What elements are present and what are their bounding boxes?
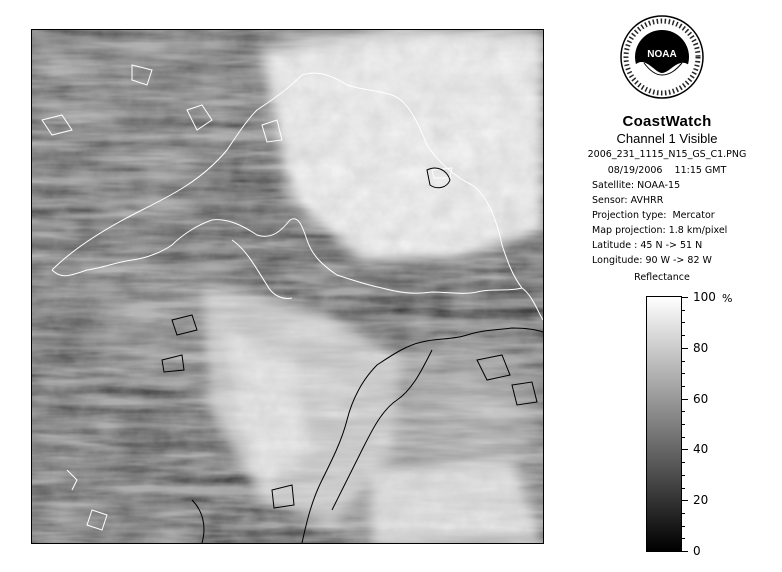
colorbar-tick-label: 0 — [693, 544, 701, 558]
colorbar-tick-label: 20 — [693, 493, 709, 508]
latitude-range: Latitude : 45 N -> 51 N — [592, 240, 703, 251]
satellite-label: Satellite: NOAA-15 — [592, 180, 681, 191]
colorbar-tick-mark — [681, 551, 688, 552]
longitude-range: Longitude: 90 W -> 82 W — [592, 255, 712, 266]
noaa-emblem-icon — [620, 15, 704, 99]
map-projection: Map projection: 1.8 km/pixel — [592, 225, 728, 236]
colorbar-tick-mark — [681, 297, 688, 298]
colorbar-unit: % — [722, 292, 733, 305]
colorbar-ticks — [681, 290, 741, 558]
colorbar-minor-tick — [681, 488, 685, 489]
colorbar-tick-mark — [681, 399, 688, 400]
colorbar-minor-tick — [681, 386, 685, 387]
colorbar-minor-tick — [681, 411, 685, 412]
projection-type: Projection type: Mercator — [592, 210, 715, 221]
colorbar-minor-tick — [681, 373, 685, 374]
satellite-image — [31, 29, 544, 544]
colorbar-minor-tick — [681, 322, 685, 323]
colorbar-tick-label: 40 — [693, 442, 709, 457]
colorbar-tick-label: 80 — [693, 340, 709, 355]
colorbar-minor-tick — [681, 310, 685, 311]
colorbar-minor-tick — [681, 513, 685, 514]
logo-center-text: NOAA — [647, 49, 677, 60]
colorbar-minor-tick — [681, 475, 685, 476]
colorbar-minor-tick — [681, 437, 685, 438]
colorbar-minor-tick — [681, 361, 685, 362]
noaa-logo — [620, 15, 704, 99]
colorbar-minor-tick — [681, 538, 685, 539]
colorbar-minor-tick — [681, 526, 685, 527]
file-name: 2006_231_1115_N15_GS_C1.PNG — [587, 149, 747, 160]
colorbar-minor-tick — [681, 462, 685, 463]
satellite-map — [32, 30, 543, 543]
channel-label: Channel 1 Visible — [616, 131, 718, 146]
colorbar-tick-mark — [681, 348, 688, 349]
colorbar-tick-label: 60 — [693, 391, 709, 406]
date-time: 08/19/2006 11:15 GMT — [607, 165, 727, 176]
colorbar-tick-mark — [681, 500, 688, 501]
colorbar — [646, 296, 682, 552]
colorbar-tick-mark — [681, 449, 688, 450]
info-panel — [562, 113, 772, 268]
colorbar-minor-tick — [681, 335, 685, 336]
colorbar-title: Reflectance — [634, 272, 690, 283]
brand-title: CoastWatch — [622, 113, 712, 130]
colorbar-tick-label: 100 — [693, 290, 716, 304]
noise-texture — [32, 30, 543, 543]
sensor-label: Sensor: AVHRR — [592, 195, 664, 206]
colorbar-minor-tick — [681, 424, 685, 425]
